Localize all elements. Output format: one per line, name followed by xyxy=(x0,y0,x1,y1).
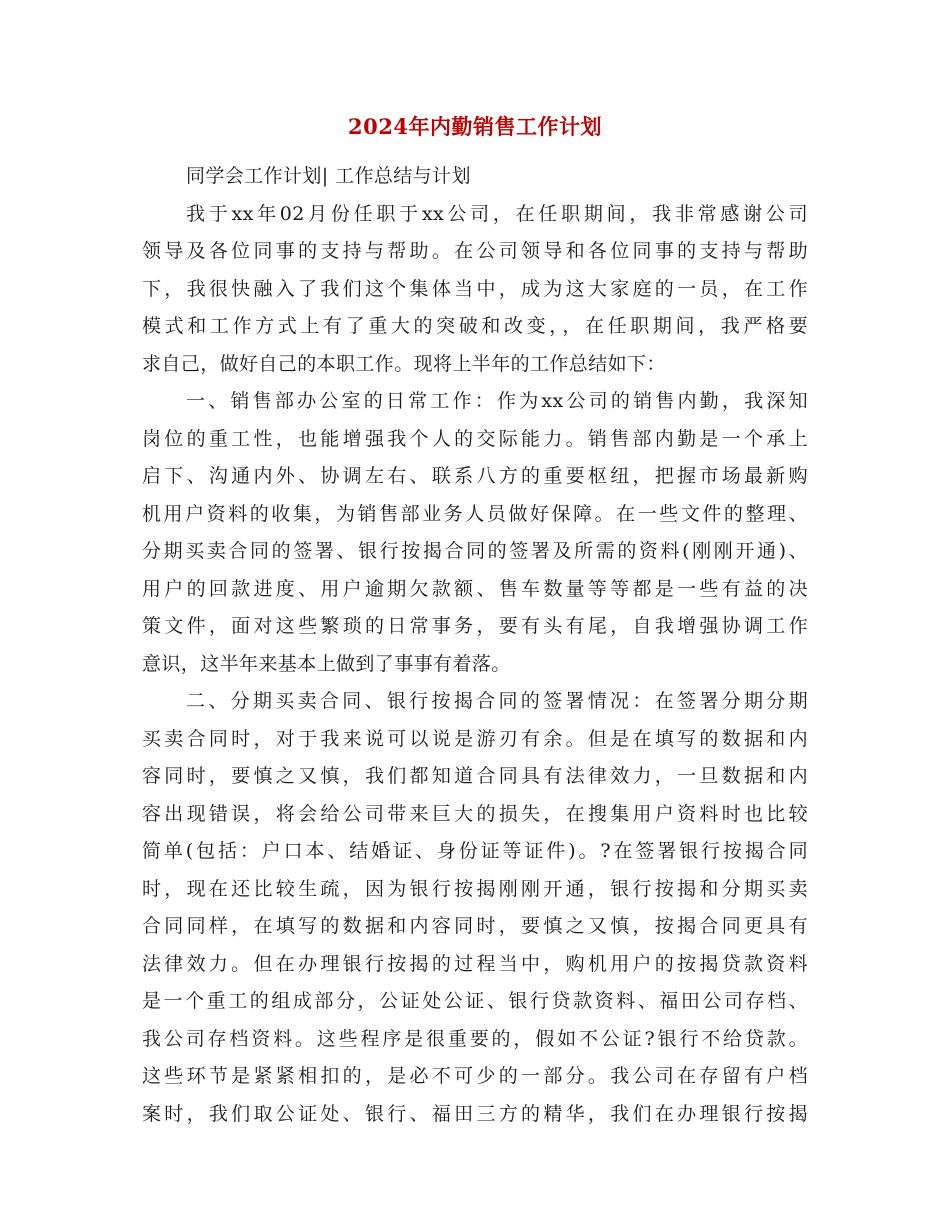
document-body xyxy=(142,158,808,1133)
paragraph-line: 模式和工作方式上有了重大的突破和改变，，在任职期间，我严格要 xyxy=(142,315,808,337)
paragraph-line: 岗位的重工性，也能增强我个人的交际能力。销售部内勤是一个承上 xyxy=(142,427,808,450)
paragraph-line: 我公司存档资料。这些程序是很重要的，假如不公证?银行不给贷款。 xyxy=(142,1027,808,1050)
paragraph-line: 容出现错误，将会给公司带来巨大的损失，在搜集用户资料时也比较 xyxy=(142,802,808,825)
paragraph-line: 求自己，做好自己的本职工作。现将上半年的工作总结如下： xyxy=(142,352,666,375)
paragraph-line: 启下、沟通内外、协调左右、联系八方的重要枢纽，把握市场最新购 xyxy=(142,465,808,487)
paragraph-line: 买卖合同时，对于我来说可以说是游刃有余。但是在填写的数据和内 xyxy=(142,727,808,750)
paragraph-line: 这些环节是紧紧相扣的，是必不可少的一部分。我公司在存留有户档 xyxy=(142,1065,808,1087)
paragraph-line: 法律效力。但在办理银行按揭的过程当中，购机用户的按揭贷款资料 xyxy=(142,952,808,975)
paragraph-line: 意识，这半年来基本上做到了事事有着落。 xyxy=(142,652,511,675)
paragraph-line: 是一个重工的组成部分，公证处公证、银行贷款资料、福田公司存档、 xyxy=(142,990,808,1012)
paragraph-line: 一、销售部办公室的日常工作：作为xx公司的销售内勤，我深知 xyxy=(186,390,808,412)
paragraph-line: 策文件，面对这些繁琐的日常事务，要有头有尾，自我增强协调工作 xyxy=(142,615,808,637)
paragraph-line: 简单(包括：户口本、结婚证、身份证等证件)。?在签署银行按揭合同 xyxy=(142,840,808,862)
paragraph-line: 合同同样，在填写的数据和内容同时，要慎之又慎，按揭合同更具有 xyxy=(142,915,808,937)
subtitle-line: 同学会工作计划| 工作总结与计划 xyxy=(186,165,471,187)
document-title: 2024年内勤销售工作计划 xyxy=(348,114,602,139)
paragraph-line: 我于xx年02月份任职于xx公司，在任职期间，我非常感谢公司 xyxy=(186,202,808,225)
paragraph-line: 时，现在还比较生疏，因为银行按揭刚刚开通，银行按揭和分期买卖 xyxy=(142,877,808,900)
paragraph-line: 领导及各位同事的支持与帮助。在公司领导和各位同事的支持与帮助 xyxy=(142,240,808,262)
paragraph-line: 用户的回款进度、用户逾期欠款额、售车数量等等都是一些有益的决 xyxy=(142,577,808,600)
paragraph-line: 容同时，要慎之又慎，我们都知道合同具有法律效力，一旦数据和内 xyxy=(142,765,808,787)
paragraph-line: 二、分期买卖合同、银行按揭合同的签署情况：在签署分期分期 xyxy=(186,690,808,712)
paragraph-line: 分期买卖合同的签署、银行按揭合同的签署及所需的资料(刚刚开通)、 xyxy=(142,540,808,562)
paragraph-line: 机用户资料的收集，为销售部业务人员做好保障。在一些文件的整理、 xyxy=(142,502,808,525)
paragraph-line: 下，我很快融入了我们这个集体当中，成为这大家庭的一员，在工作 xyxy=(142,277,808,300)
paragraph-line: 案时，我们取公证处、银行、福田三方的精华，我们在办理银行按揭 xyxy=(142,1102,808,1125)
